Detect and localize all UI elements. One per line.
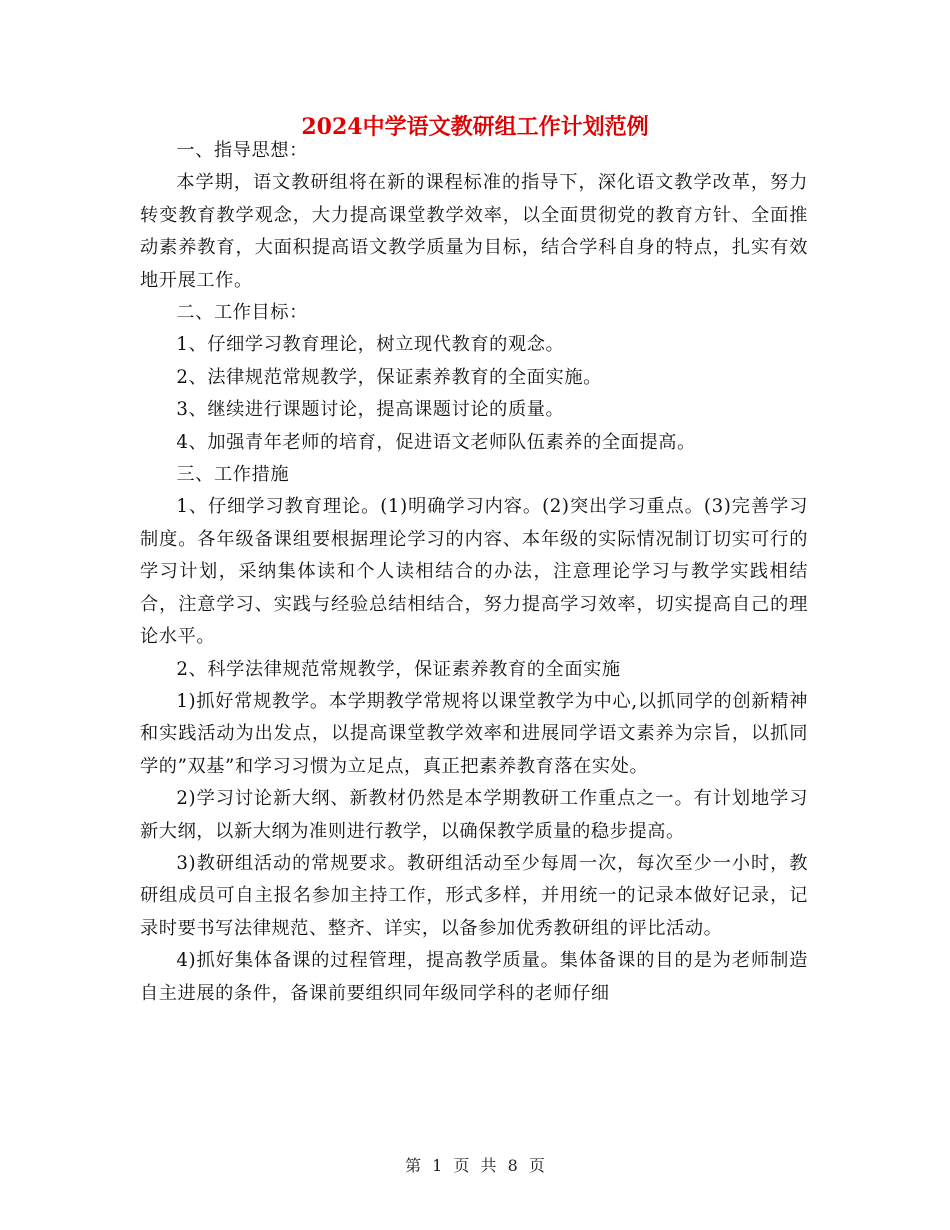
section-heading: 一、指导思想： xyxy=(176,140,308,161)
list-item: 2、法律规范常规教学，保证素养教育的全面实施。 xyxy=(176,366,602,388)
paragraph: 1、仔细学习教育理论。(1)明确学习内容。(2)突出学习重点。(3)完善学习制度。各年级备课组要根据理论学习的内容、本年级的实际情况制订切实可行的学习计划，采纳集体读和个人读相结合的办法，注意理论学习与教学实践相结合，注意学习、实践与经验总结相结合，努力提高学习效率，切实提高自己的理论水平。 xyxy=(140,496,808,648)
paragraph: 4)抓好集体备课的过程管理，提高教学质量。集体备课的目的是为老师制造自主进展的条件，备课前要组织同年级同学科的老师仔细 xyxy=(140,950,808,1004)
paragraph: 2)学习讨论新大纲、新教材仍然是本学期教研工作重点之一。有计划地学习新大纲，以新大纲为准则进行教学，以确保教学质量的稳步提高。 xyxy=(140,788,808,842)
list-item: 1、仔细学习教育理论，树立现代教育的观念。 xyxy=(176,334,565,356)
paragraph: 1)抓好常规教学。本学期教学常规将以课堂教学为中心,以抓同学的创新精神和实践活动为出发点，以提高课堂教学效率和进展同学语文素养为宗旨，以抓同学的”双基”和学习习惯为立足点，真正把素养教育落在实处。 xyxy=(140,690,808,777)
document-title: 2024中学语文教研组工作计划范例 xyxy=(301,114,649,140)
page-footer: 第 1 页 共 8 页 xyxy=(405,1156,545,1175)
list-item: 3、继续进行课题讨论，提高课题讨论的质量。 xyxy=(176,399,565,421)
subsection-heading: 2、科学法律规范常规教学，保证素养教育的全面实施 xyxy=(176,658,621,680)
list-item: 4、加强青年老师的培育，促进语文老师队伍素养的全面提高。 xyxy=(176,431,696,453)
section-heading: 三、工作措施 xyxy=(176,464,290,486)
document-body xyxy=(140,135,808,1010)
paragraph: 3)教研组活动的常规要求。教研组活动至少每周一次，每次至少一小时，教研组成员可自主报名参加主持工作，形式多样，并用统一的记录本做好记录，记录时要书写法律规范、整齐、详实，以备参加优秀教研组的评比活动。 xyxy=(140,852,808,939)
section-heading: 二、工作目标： xyxy=(176,302,308,324)
paragraph: 本学期，语文教研组将在新的课程标准的指导下，深化语文教学改革，努力转变教育教学观念，大力提高课堂教学效率，以全面贯彻党的教育方针、全面推动素养教育，大面积提高语文教学质量为目标，结合学科自身的特点，扎实有效地开展工作。 xyxy=(140,172,808,291)
